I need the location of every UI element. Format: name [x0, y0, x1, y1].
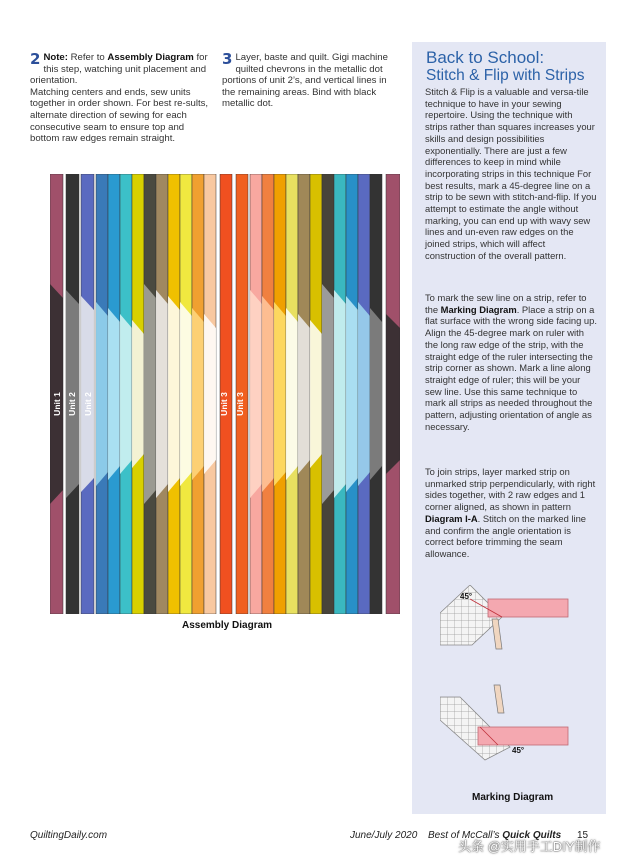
- step-3-instructions: [222, 52, 402, 110]
- sidebar-subtitle: Stitch & Flip with Strips: [426, 67, 585, 84]
- step-2-number: 2: [30, 50, 41, 68]
- quilt-chevron: [156, 290, 168, 498]
- quilt-chevron: [144, 284, 156, 504]
- step-2-text-3: Matching centers and ends, sew units together in order shown. For best re-sults, alternate direction of sewing for each consecutive seam to ensure top and bottom raw edges remain straight.: [30, 86, 209, 145]
- unit-label-3b: Unit 3: [235, 392, 245, 416]
- quilt-chevron: [334, 290, 346, 498]
- quilt-chevron: [96, 302, 108, 486]
- sidebar-paragraph-1: Stitch & Flip is a valuable and versa-tile technique to have in your sewing repertoire. Using the technique with strips rather than squares increases your skills and design possibilities exponentially. There are just a few differences to keep in mind while incorporating strips in this technique For best results, mark a 45-degree line on a strip to be sewn with stitch-and-flip. If you attempt to estimate the angle without marking, you can end up with wavy sew lines and un-even raw edges on the joined strips, which will affect construction of the overall pattern.: [425, 86, 597, 261]
- step-2-note-label: Note:: [43, 52, 68, 63]
- sidebar-p2-text-a: To mark the sew line on a strip, refer to the: [425, 292, 587, 315]
- sidebar-paragraph-2: [425, 292, 597, 432]
- angle-label-top: 45°: [460, 592, 473, 601]
- sidebar-diagram-ia-ref: Diagram I-A: [425, 512, 478, 524]
- page-number: 15: [577, 830, 589, 841]
- quilt-chevron: [168, 296, 180, 492]
- quilt-chevron: [192, 308, 204, 480]
- assembly-diagram-caption: Assembly Diagram: [182, 620, 273, 631]
- quilt-chevron: [274, 302, 286, 486]
- marking-diagram-caption: Marking Diagram: [472, 792, 554, 803]
- step-2-text-2: for this step, watching unit placement and orientation.: [30, 52, 208, 87]
- step-2-assembly-ref: Assembly Diagram: [107, 52, 194, 63]
- angle-label-bottom: 45°: [512, 746, 525, 755]
- step-2-instructions: [30, 52, 214, 145]
- quilt-chevron: [204, 314, 216, 474]
- quilt-chevron: [132, 320, 144, 468]
- strip-pin-bottom: [494, 685, 504, 713]
- pink-strip-bottom: [478, 727, 568, 745]
- unit-label-3a: Unit 3: [219, 392, 229, 416]
- footer-magazine-name: Best of McCall’s: [428, 830, 503, 841]
- sidebar-paragraph-3: [425, 466, 597, 560]
- quilt-chevron: [286, 308, 298, 480]
- marking-diagram: [440, 585, 590, 765]
- quilt-chevron: [358, 302, 370, 486]
- quilt-chevron: [370, 308, 382, 480]
- assembly-diagram: [50, 174, 400, 614]
- sidebar-p3-text-c: . Stitch on the marked line and confirm the angle orientation is correct before trimming the seam allowance.: [425, 512, 587, 559]
- sidebar-p2-text-c: . Place a strip on a flat surface with the wrong side facing up. Align the 45-degree mark on ruler with the long raw edge of the strip, with the straight edge of the ruler intersecting the strip corner as shown. Mark a line along straight edge of ruler; this will be your sew line. Use this same technique to mark all strips as needed throughout the pattern, adjusting orientation of angle as necessary.: [425, 303, 597, 432]
- quilt-chevron: [386, 314, 400, 474]
- unit-label-2a: Unit 2: [67, 392, 77, 416]
- footer-magazine-brand: Quick Quilts: [502, 830, 562, 841]
- step-3-text: Layer, baste and quilt. Gigi machine quilted chevrons in the metallic dot portions of unit 2’s, and vertical lines in the remaining areas. Bind with black metallic dot.: [222, 52, 388, 110]
- unit-label-1: Unit 1: [52, 392, 62, 416]
- quilt-chevron: [120, 314, 132, 474]
- watermark: 头条 @实用手工DIY制作: [458, 839, 601, 854]
- quilt-chevron: [298, 314, 310, 474]
- step-3-number: 3: [222, 50, 233, 68]
- footer-issue-date: June/July 2020: [350, 830, 418, 841]
- quilt-chevron: [180, 302, 192, 486]
- strip-pin-top: [492, 619, 502, 649]
- pink-strip-top: [488, 599, 568, 617]
- sidebar-marking-ref: Marking Diagram: [440, 303, 517, 315]
- sidebar-title: Back to School:: [426, 48, 545, 67]
- quilt-chevron: [262, 296, 274, 492]
- quilt-chevron: [108, 308, 120, 480]
- quilt-chevron: [310, 320, 322, 468]
- quilt-chevron: [250, 290, 262, 498]
- quilt-chevron: [346, 296, 358, 492]
- unit-label-2b: Unit 2: [83, 392, 93, 416]
- quilt-chevron: [322, 284, 334, 504]
- step-2-text-1: Refer to: [67, 52, 108, 63]
- sidebar-p3-text-a: To join strips, layer marked strip on unmarked strip perpendicularly, with right sides together, with 2 raw edges and 1 corner aligned, as shown in pattern: [425, 466, 596, 513]
- footer-website: QuiltingDaily.com: [30, 830, 108, 841]
